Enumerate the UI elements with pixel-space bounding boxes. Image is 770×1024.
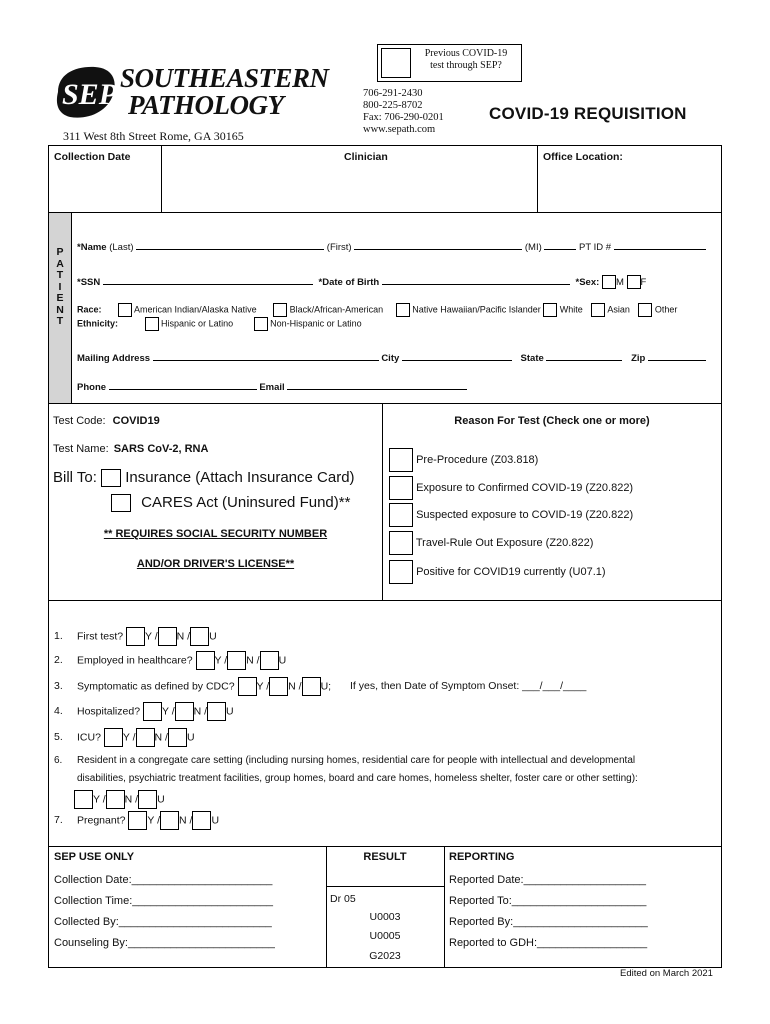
race-hawaiian-checkbox[interactable] <box>396 303 410 317</box>
sep-counseling-by: Counseling By:________________________ <box>54 937 275 949</box>
result-code-g2023: G2023 <box>369 950 401 962</box>
cares-label: CARES Act (Uninsured Fund)** <box>141 494 351 511</box>
contact-block <box>363 88 444 136</box>
mi-label: (MI) <box>524 242 542 253</box>
previous-covid-box <box>377 44 522 82</box>
employed-n-checkbox[interactable] <box>227 651 246 670</box>
mailing-address-label: Mailing Address <box>77 353 151 364</box>
dob-field[interactable] <box>382 273 570 285</box>
phone-label: Phone <box>77 382 107 393</box>
phone-field[interactable] <box>109 378 257 390</box>
reason-suspected-checkbox[interactable] <box>389 503 413 527</box>
first-test-y-checkbox[interactable] <box>126 627 145 646</box>
org-name-line2: PATHOLOGY <box>128 90 284 120</box>
reporting-header: REPORTING <box>449 851 515 863</box>
icu-u-checkbox[interactable] <box>168 728 187 747</box>
ethnicity-label: Ethnicity: <box>77 318 119 329</box>
test-name-label: Test Name: <box>53 443 109 455</box>
question-icu: 5. ICU? Y / N / U <box>54 728 195 747</box>
sep-collected-by: Collected By:_________________________ <box>54 916 272 928</box>
zip-label: Zip <box>631 353 646 364</box>
reported-by: Reported By:______________________ <box>449 916 648 928</box>
previous-covid-label-2: test through SEP? <box>430 60 502 71</box>
icu-n-checkbox[interactable] <box>136 728 155 747</box>
ssn-label: SSN <box>80 277 101 288</box>
requires-ssn-line2: AND/OR DRIVER'S LICENSE** <box>136 558 295 570</box>
website: www.sepath.com <box>363 124 436 135</box>
race-american-indian-checkbox[interactable] <box>118 303 132 317</box>
employed-u-checkbox[interactable] <box>260 651 279 670</box>
name-label: Name <box>80 242 107 253</box>
question-congregate-care-line2: disabilities, psychiatric treatment facilities, group homes, board and care homes, homeless shelter, foster care or other setting): <box>77 773 638 784</box>
cares-checkbox[interactable] <box>111 494 131 512</box>
result-header: RESULT <box>363 851 407 863</box>
state-field[interactable] <box>546 349 622 361</box>
test-section <box>48 403 722 601</box>
question-congregate-care: 6. Resident in a congregate care setting (including nursing homes, residential care for people with intellectual and developmental <box>54 755 636 766</box>
insurance-label: Insurance (Attach Insurance Card) <box>125 469 355 486</box>
symptomatic-y-checkbox[interactable] <box>238 677 257 696</box>
first-test-u-checkbox[interactable] <box>190 627 209 646</box>
fax: Fax: 706-290-0201 <box>363 112 444 123</box>
mi-field[interactable] <box>544 238 576 250</box>
race-black-checkbox[interactable] <box>273 303 287 317</box>
sex-m-checkbox[interactable] <box>602 275 616 289</box>
result-code-dr05: Dr 05 <box>330 893 356 905</box>
reported-to-gdh: Reported to GDH:__________________ <box>449 937 648 949</box>
reason-positive-checkbox[interactable] <box>389 560 413 584</box>
dob-label: Date of Birth <box>322 277 380 288</box>
hospitalized-u-checkbox[interactable] <box>207 702 226 721</box>
race-asian-checkbox[interactable] <box>591 303 605 317</box>
question-hospitalized: 4. Hospitalized? Y / N / U <box>54 702 234 721</box>
symptomatic-u-checkbox[interactable] <box>302 677 321 696</box>
race-label: Race: <box>77 304 102 315</box>
pregnant-u-checkbox[interactable] <box>192 811 211 830</box>
insurance-checkbox[interactable] <box>101 469 121 487</box>
test-code-label: Test Code: <box>53 415 106 427</box>
email-label: Email <box>259 382 285 393</box>
first-test-n-checkbox[interactable] <box>158 627 177 646</box>
last-name-field[interactable] <box>136 238 324 250</box>
logo-mark: SEP <box>62 78 118 111</box>
symptomatic-n-checkbox[interactable] <box>269 677 288 696</box>
ethnicity-non-hispanic-checkbox[interactable] <box>254 317 268 331</box>
ethnicity-hispanic-checkbox[interactable] <box>145 317 159 331</box>
result-code-u0005: U0005 <box>369 930 401 942</box>
test-code-value: COVID19 <box>112 415 160 427</box>
first-name-label: (First) <box>326 242 352 253</box>
top-row-box <box>48 145 722 213</box>
email-field[interactable] <box>287 378 467 390</box>
question-first-test: 1. First test? Y / N / U <box>54 627 217 646</box>
patient-side-label: P A T I E N T <box>56 246 64 327</box>
logo <box>50 62 120 124</box>
edited-date: Edited on March 2021 <box>620 968 713 979</box>
first-name-field[interactable] <box>354 238 522 250</box>
office-location-field[interactable] <box>541 166 717 210</box>
congregate-n-checkbox[interactable] <box>106 790 125 809</box>
reported-date: Reported Date:____________________ <box>449 874 646 886</box>
reason-travel-label: Travel-Rule Out Exposure (Z20.822) <box>415 536 594 549</box>
question-pregnant: 7. Pregnant? Y / N / U <box>54 811 219 830</box>
clinician-label: Clinician <box>344 151 388 163</box>
mailing-address-field[interactable] <box>153 349 379 361</box>
congregate-care-answers: Y / N / U <box>74 790 165 809</box>
requires-ssn-line1: ** REQUIRES SOCIAL SECURITY NUMBER <box>103 528 328 540</box>
sep-use-header: SEP USE ONLY <box>54 851 135 863</box>
employed-y-checkbox[interactable] <box>196 651 215 670</box>
form-title: COVID-19 REQUISITION <box>489 104 687 123</box>
sep-collection-date: Collection Date:_______________________ <box>54 874 273 886</box>
result-code-u0003: U0003 <box>369 911 401 923</box>
reason-header: Reason For Test (Check one or more) <box>454 415 650 427</box>
collection-date-label: Collection Date <box>54 151 131 163</box>
sex-label: Sex: <box>579 277 600 288</box>
city-label: City <box>381 353 400 364</box>
reason-exposure-label: Exposure to Confirmed COVID-19 (Z20.822) <box>416 481 634 494</box>
reason-suspected-label: Suspected exposure to COVID-19 (Z20.822) <box>416 508 634 521</box>
test-name-value: SARS CoV-2, RNA <box>113 443 209 455</box>
pt-id-label: PT ID # <box>579 242 612 253</box>
question-employed-healthcare: 2. Employed in healthcare? Y / N / U <box>54 651 286 670</box>
clinician-field[interactable] <box>164 166 534 210</box>
bill-to-label: Bill To: <box>53 469 97 486</box>
reason-exposure-checkbox[interactable] <box>389 476 413 500</box>
pregnant-y-checkbox[interactable] <box>128 811 147 830</box>
pregnant-n-checkbox[interactable] <box>160 811 179 830</box>
zip-field[interactable] <box>648 349 706 361</box>
previous-covid-label-1: Previous COVID-19 <box>424 48 508 59</box>
race-white-checkbox[interactable] <box>543 303 557 317</box>
phone-2: 800-225-8702 <box>363 100 423 111</box>
sep-collection-time: Collection Time:_______________________ <box>54 895 273 907</box>
state-label: State <box>520 353 544 364</box>
pt-id-field[interactable] <box>614 238 706 250</box>
org-name-line1: SOUTHEASTERN <box>120 63 329 93</box>
previous-covid-checkbox[interactable] <box>381 48 411 78</box>
congregate-u-checkbox[interactable] <box>138 790 157 809</box>
congregate-y-checkbox[interactable] <box>74 790 93 809</box>
reason-travel-checkbox[interactable] <box>389 531 413 555</box>
collection-date-field[interactable] <box>51 166 159 210</box>
city-field[interactable] <box>402 349 512 361</box>
phone-1: 706-291-2430 <box>363 88 423 99</box>
sep-logo-icon <box>50 62 120 124</box>
reported-to: Reported To:______________________ <box>449 895 647 907</box>
office-location-label: Office Location: <box>543 151 623 163</box>
symptom-onset-label: If yes, then Date of Symptom Onset: ___/___/____ <box>350 680 587 693</box>
icu-y-checkbox[interactable] <box>104 728 123 747</box>
org-address: 311 West 8th Street Rome, GA 30165 <box>63 129 244 143</box>
hospitalized-n-checkbox[interactable] <box>175 702 194 721</box>
sex-f-checkbox[interactable] <box>627 275 641 289</box>
reason-positive-label: Positive for COVID19 currently (U07.1) <box>416 565 606 578</box>
question-symptomatic: 3. Symptomatic as defined by CDC? Y / N / U; If yes, then Date of Symptom Onset: ___/___/____ <box>54 677 586 696</box>
reason-pre-procedure-label: Pre-Procedure (Z03.818) <box>416 453 539 466</box>
hospitalized-y-checkbox[interactable] <box>143 702 162 721</box>
patient-section: P A T I E N T *Name (Last) (First) (MI) PT ID # *SSN *Date of Birth *Sex: M F Race: American Indian/Alaska Native Black/African-American Native Hawaiian/Pacific Islander White Asian Other Ethnicity: Hispanic or Latino Non-Hispanic or Latino Mailing Address City State Zip Phone Email <box>48 212 722 404</box>
race-other-checkbox[interactable] <box>638 303 652 317</box>
reason-pre-procedure-checkbox[interactable] <box>389 448 413 472</box>
ssn-field[interactable] <box>103 273 313 285</box>
last-name-label: (Last) <box>109 242 134 253</box>
